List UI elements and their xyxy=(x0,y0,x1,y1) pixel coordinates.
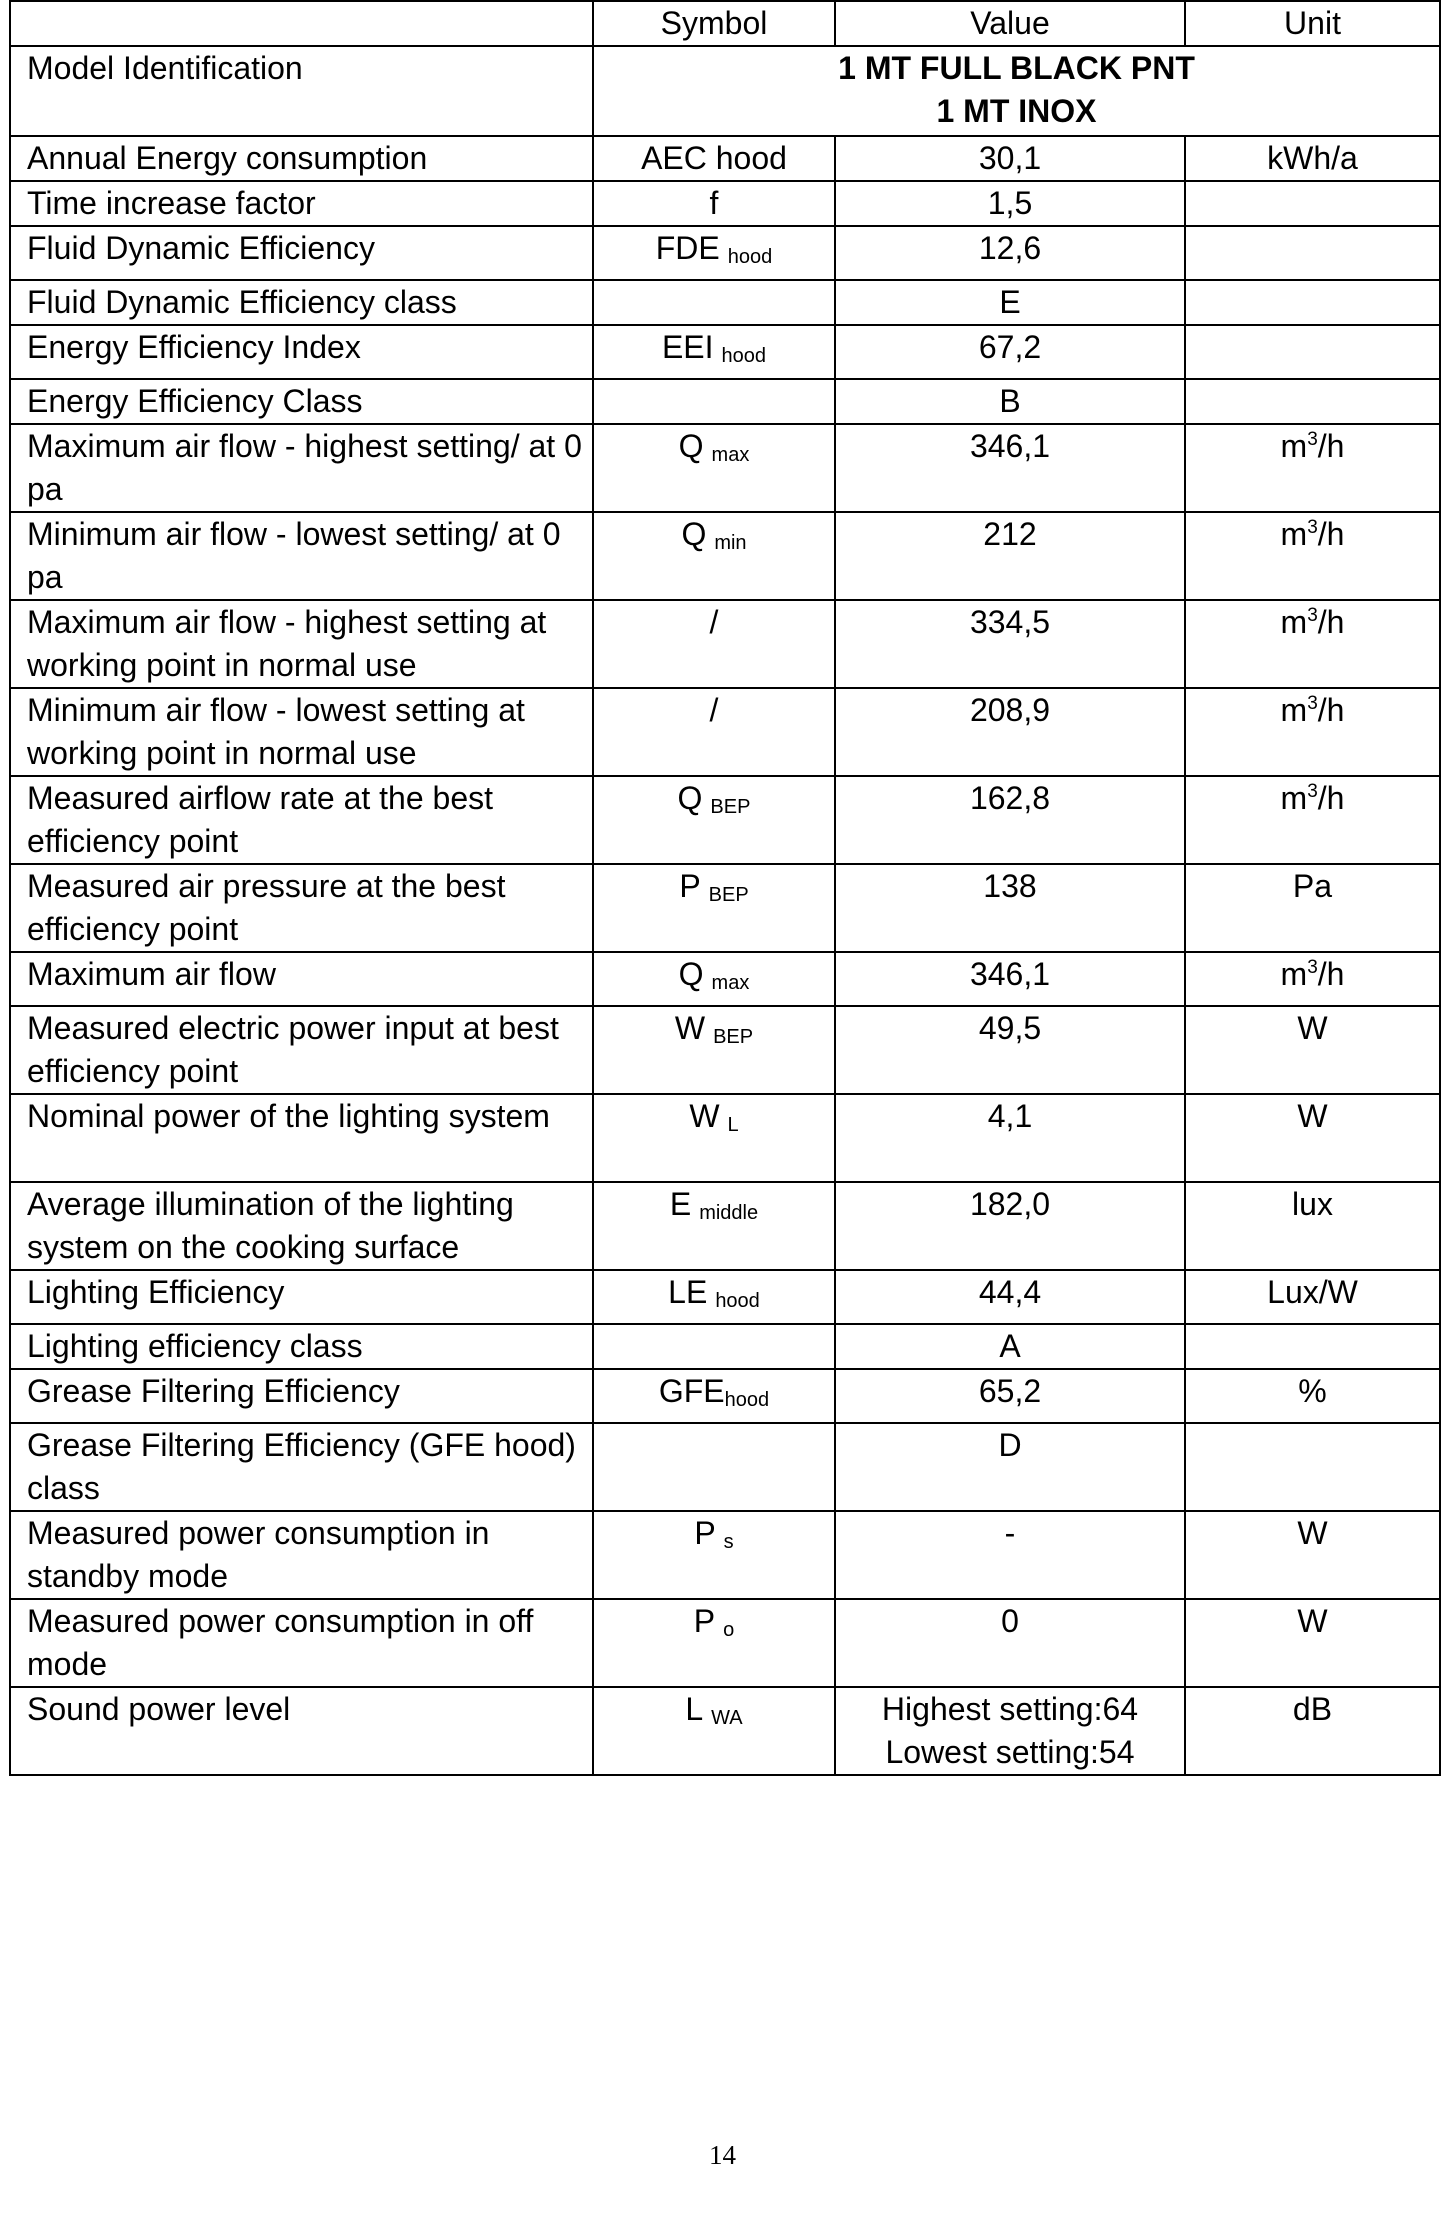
spec-label: Average illumination of the lighting system on the cooking surface xyxy=(10,1182,593,1270)
spec-value xyxy=(835,424,1185,512)
spec-row xyxy=(10,226,1440,280)
unit-base: W xyxy=(1297,1603,1328,1639)
unit-exponent: 3 xyxy=(1307,429,1318,450)
unit-base: m xyxy=(1280,692,1308,728)
value-line: 346,1 xyxy=(969,956,1051,992)
spec-symbol xyxy=(593,226,835,280)
symbol-subscript: BEP xyxy=(710,796,751,818)
spec-value xyxy=(835,688,1185,776)
ecodesign-spec-table xyxy=(9,0,1441,1776)
symbol-main: P xyxy=(693,1603,716,1639)
spec-value xyxy=(835,864,1185,952)
spec-unit xyxy=(1185,1324,1440,1369)
value-line: 30,1 xyxy=(978,140,1042,176)
spec-label: Measured air pressure at the best efficiency point xyxy=(10,864,593,952)
unit-exponent: 3 xyxy=(1307,781,1318,802)
header-label xyxy=(10,1,593,46)
symbol-subscript: hood xyxy=(724,1389,770,1411)
value-line: 12,6 xyxy=(978,230,1042,266)
spec-unit xyxy=(1185,1511,1440,1599)
value-line-2: Lowest setting:54 xyxy=(885,1734,1135,1770)
symbol-main: E xyxy=(669,1186,692,1222)
spec-unit xyxy=(1185,424,1440,512)
value-line: 67,2 xyxy=(978,329,1042,365)
spec-value xyxy=(835,1687,1185,1775)
value-line: 208,9 xyxy=(969,692,1051,728)
spec-symbol xyxy=(593,325,835,379)
spec-row xyxy=(10,280,1440,325)
symbol-main: AEC hood xyxy=(641,140,787,176)
spec-row xyxy=(10,1511,1440,1599)
spec-symbol xyxy=(593,1599,835,1687)
spec-label: Energy Efficiency Index xyxy=(10,325,593,379)
spec-row xyxy=(10,1324,1440,1369)
spec-row xyxy=(10,181,1440,226)
unit-base: W xyxy=(1297,1098,1328,1134)
symbol-main: / xyxy=(709,604,719,640)
spec-label: Maximum air flow xyxy=(10,952,593,1006)
symbol-subscript: BEP xyxy=(708,884,749,906)
spec-row xyxy=(10,688,1440,776)
symbol-subscript: max xyxy=(711,972,750,994)
spec-symbol xyxy=(593,1324,835,1369)
value-line: - xyxy=(1004,1515,1016,1551)
value-line: 212 xyxy=(983,516,1037,552)
model-values xyxy=(593,46,1440,136)
spec-unit xyxy=(1185,1006,1440,1094)
symbol-subscript: s xyxy=(723,1531,734,1553)
spec-value xyxy=(835,1369,1185,1423)
unit-suffix: /h xyxy=(1317,428,1345,464)
spec-label: Time increase factor xyxy=(10,181,593,226)
symbol-main: P xyxy=(694,1515,716,1551)
value-line: Highest setting:64 xyxy=(881,1691,1139,1727)
unit-suffix: /h xyxy=(1317,692,1345,728)
spec-unit xyxy=(1185,688,1440,776)
unit-base: Pa xyxy=(1292,868,1333,904)
spec-symbol xyxy=(593,1687,835,1775)
spec-symbol xyxy=(593,952,835,1006)
spec-label: Measured power consumption in off mode xyxy=(10,1599,593,1687)
spec-value xyxy=(835,1511,1185,1599)
spec-value xyxy=(835,226,1185,280)
spec-symbol xyxy=(593,1423,835,1511)
spec-label: Lighting Efficiency xyxy=(10,1270,593,1324)
unit-exponent: 3 xyxy=(1307,517,1318,538)
value-line: D xyxy=(998,1427,1022,1463)
value-line: 1,5 xyxy=(987,185,1033,221)
spec-label: Grease Filtering Efficiency xyxy=(10,1369,593,1423)
symbol-main: W xyxy=(689,1098,720,1134)
spec-value xyxy=(835,1423,1185,1511)
spec-symbol xyxy=(593,1369,835,1423)
spec-row xyxy=(10,379,1440,424)
spec-value xyxy=(835,512,1185,600)
spec-unit xyxy=(1185,325,1440,379)
unit-suffix: /h xyxy=(1317,956,1345,992)
symbol-main: / xyxy=(709,692,719,728)
value-line: 44,4 xyxy=(978,1274,1042,1310)
spec-symbol xyxy=(593,280,835,325)
header-symbol: Symbol xyxy=(593,1,835,46)
spec-value xyxy=(835,1599,1185,1687)
symbol-main: Q xyxy=(678,956,704,992)
spec-unit xyxy=(1185,776,1440,864)
unit-base: kWh/a xyxy=(1267,140,1358,176)
value-line: 182,0 xyxy=(969,1186,1051,1222)
spec-value xyxy=(835,1324,1185,1369)
header-row xyxy=(10,1,1440,46)
spec-label: Maximum air flow - highest setting/ at 0 pa xyxy=(10,424,593,512)
unit-exponent: 3 xyxy=(1307,605,1318,626)
model-value-2: 1 MT INOX xyxy=(936,93,1097,129)
model-row xyxy=(10,46,1440,136)
spec-row xyxy=(10,1006,1440,1094)
unit-base: m xyxy=(1280,780,1308,816)
spec-row xyxy=(10,325,1440,379)
value-line: 65,2 xyxy=(978,1373,1042,1409)
spec-value xyxy=(835,1094,1185,1182)
spec-unit xyxy=(1185,181,1440,226)
spec-symbol xyxy=(593,1182,835,1270)
spec-label: Measured power consumption in standby mode xyxy=(10,1511,593,1599)
spec-value xyxy=(835,181,1185,226)
value-line: B xyxy=(999,383,1021,419)
spec-label: Sound power level xyxy=(10,1687,593,1775)
spec-unit xyxy=(1185,379,1440,424)
value-line: E xyxy=(999,284,1021,320)
spec-label: Fluid Dynamic Efficiency xyxy=(10,226,593,280)
spec-symbol xyxy=(593,1270,835,1324)
symbol-main: W xyxy=(674,1010,706,1046)
spec-label: Lighting efficiency class xyxy=(10,1324,593,1369)
spec-label: Fluid Dynamic Efficiency class xyxy=(10,280,593,325)
symbol-subscript: BEP xyxy=(713,1026,754,1048)
spec-value xyxy=(835,136,1185,181)
symbol-main: L xyxy=(685,1691,704,1727)
unit-suffix: /h xyxy=(1317,516,1345,552)
symbol-main: P xyxy=(679,868,701,904)
spec-row xyxy=(10,1182,1440,1270)
value-line: 346,1 xyxy=(969,428,1051,464)
spec-unit xyxy=(1185,1270,1440,1324)
spec-label: Annual Energy consumption xyxy=(10,136,593,181)
unit-exponent: 3 xyxy=(1307,693,1318,714)
spec-symbol xyxy=(593,776,835,864)
spec-value xyxy=(835,379,1185,424)
spec-symbol xyxy=(593,512,835,600)
header-unit: Unit xyxy=(1185,1,1440,46)
spec-row xyxy=(10,1687,1440,1775)
spec-label: Minimum air flow - lowest setting at working point in normal use xyxy=(10,688,593,776)
symbol-subscript: o xyxy=(723,1619,735,1641)
spec-label: Measured electric power input at best efficiency point xyxy=(10,1006,593,1094)
symbol-subscript: L xyxy=(727,1114,739,1136)
spec-value xyxy=(835,325,1185,379)
unit-base: lux xyxy=(1292,1186,1333,1222)
symbol-main: EEI xyxy=(661,329,714,365)
symbol-main: Q xyxy=(681,516,707,552)
unit-base: m xyxy=(1280,956,1308,992)
spec-unit xyxy=(1185,1182,1440,1270)
model-label: Model Identification xyxy=(10,46,593,136)
unit-suffix: /h xyxy=(1317,780,1345,816)
spec-unit xyxy=(1185,512,1440,600)
spec-label: Nominal power of the lighting system xyxy=(10,1094,593,1182)
spec-unit xyxy=(1185,226,1440,280)
spec-label: Minimum air flow - lowest setting/ at 0 pa xyxy=(10,512,593,600)
symbol-subscript: min xyxy=(714,532,747,554)
value-line: A xyxy=(999,1328,1021,1364)
value-line: 4,1 xyxy=(987,1098,1033,1134)
unit-base: W xyxy=(1297,1515,1328,1551)
value-line: 49,5 xyxy=(978,1010,1042,1046)
spec-label: Grease Filtering Efficiency (GFE hood) class xyxy=(10,1423,593,1511)
value-line: 162,8 xyxy=(969,780,1051,816)
spec-unit xyxy=(1185,136,1440,181)
symbol-main: LE xyxy=(668,1274,708,1310)
symbol-main: Q xyxy=(678,428,704,464)
spec-value xyxy=(835,1006,1185,1094)
value-line: 138 xyxy=(983,868,1037,904)
spec-symbol xyxy=(593,1006,835,1094)
symbol-main: GFE xyxy=(658,1373,725,1409)
symbol-subscript: hood xyxy=(727,246,773,268)
unit-base: dB xyxy=(1292,1691,1333,1727)
spec-value xyxy=(835,280,1185,325)
spec-value xyxy=(835,952,1185,1006)
spec-symbol xyxy=(593,379,835,424)
value-line: 334,5 xyxy=(969,604,1051,640)
spec-unit xyxy=(1185,280,1440,325)
spec-label: Energy Efficiency Class xyxy=(10,379,593,424)
spec-unit xyxy=(1185,1687,1440,1775)
symbol-main: Q xyxy=(677,780,703,816)
symbol-subscript: hood xyxy=(721,345,767,367)
spec-row xyxy=(10,1423,1440,1511)
value-line: 0 xyxy=(1001,1603,1019,1639)
symbol-subscript: WA xyxy=(711,1707,743,1729)
spec-row xyxy=(10,1369,1440,1423)
unit-base: m xyxy=(1280,516,1308,552)
spec-row xyxy=(10,424,1440,512)
spec-unit xyxy=(1185,1094,1440,1182)
spec-symbol xyxy=(593,1094,835,1182)
unit-base: m xyxy=(1280,428,1308,464)
spec-symbol xyxy=(593,688,835,776)
spec-unit xyxy=(1185,1423,1440,1511)
spec-label: Measured airflow rate at the best efficiency point xyxy=(10,776,593,864)
header-value: Value xyxy=(835,1,1185,46)
spec-row xyxy=(10,864,1440,952)
spec-unit xyxy=(1185,952,1440,1006)
spec-symbol xyxy=(593,136,835,181)
unit-exponent: 3 xyxy=(1307,957,1318,978)
unit-base: Lux/W xyxy=(1267,1274,1358,1310)
page-number: 14 xyxy=(709,2140,736,2170)
spec-unit xyxy=(1185,600,1440,688)
unit-suffix: /h xyxy=(1317,604,1345,640)
spec-unit xyxy=(1185,1599,1440,1687)
spec-unit xyxy=(1185,1369,1440,1423)
spec-value xyxy=(835,1182,1185,1270)
spec-value xyxy=(835,776,1185,864)
symbol-subscript: max xyxy=(711,444,750,466)
unit-base: W xyxy=(1297,1010,1328,1046)
symbol-main: f xyxy=(709,185,719,221)
symbol-subscript: hood xyxy=(715,1290,760,1312)
spec-value xyxy=(835,600,1185,688)
spec-row xyxy=(10,952,1440,1006)
spec-label: Maximum air flow - highest setting at working point in normal use xyxy=(10,600,593,688)
model-value-1: 1 MT FULL BLACK PNT xyxy=(838,50,1195,86)
unit-base: % xyxy=(1298,1373,1327,1409)
spec-row xyxy=(10,1599,1440,1687)
spec-row xyxy=(10,1094,1440,1182)
spec-symbol xyxy=(593,424,835,512)
spec-row xyxy=(10,136,1440,181)
symbol-main: FDE xyxy=(655,230,720,266)
spec-row xyxy=(10,776,1440,864)
unit-base: m xyxy=(1280,604,1308,640)
spec-symbol xyxy=(593,600,835,688)
spec-row xyxy=(10,1270,1440,1324)
spec-row xyxy=(10,512,1440,600)
spec-symbol xyxy=(593,864,835,952)
symbol-subscript: middle xyxy=(699,1202,759,1224)
spec-unit xyxy=(1185,864,1440,952)
spec-symbol xyxy=(593,181,835,226)
spec-symbol xyxy=(593,1511,835,1599)
spec-row xyxy=(10,600,1440,688)
spec-value xyxy=(835,1270,1185,1324)
